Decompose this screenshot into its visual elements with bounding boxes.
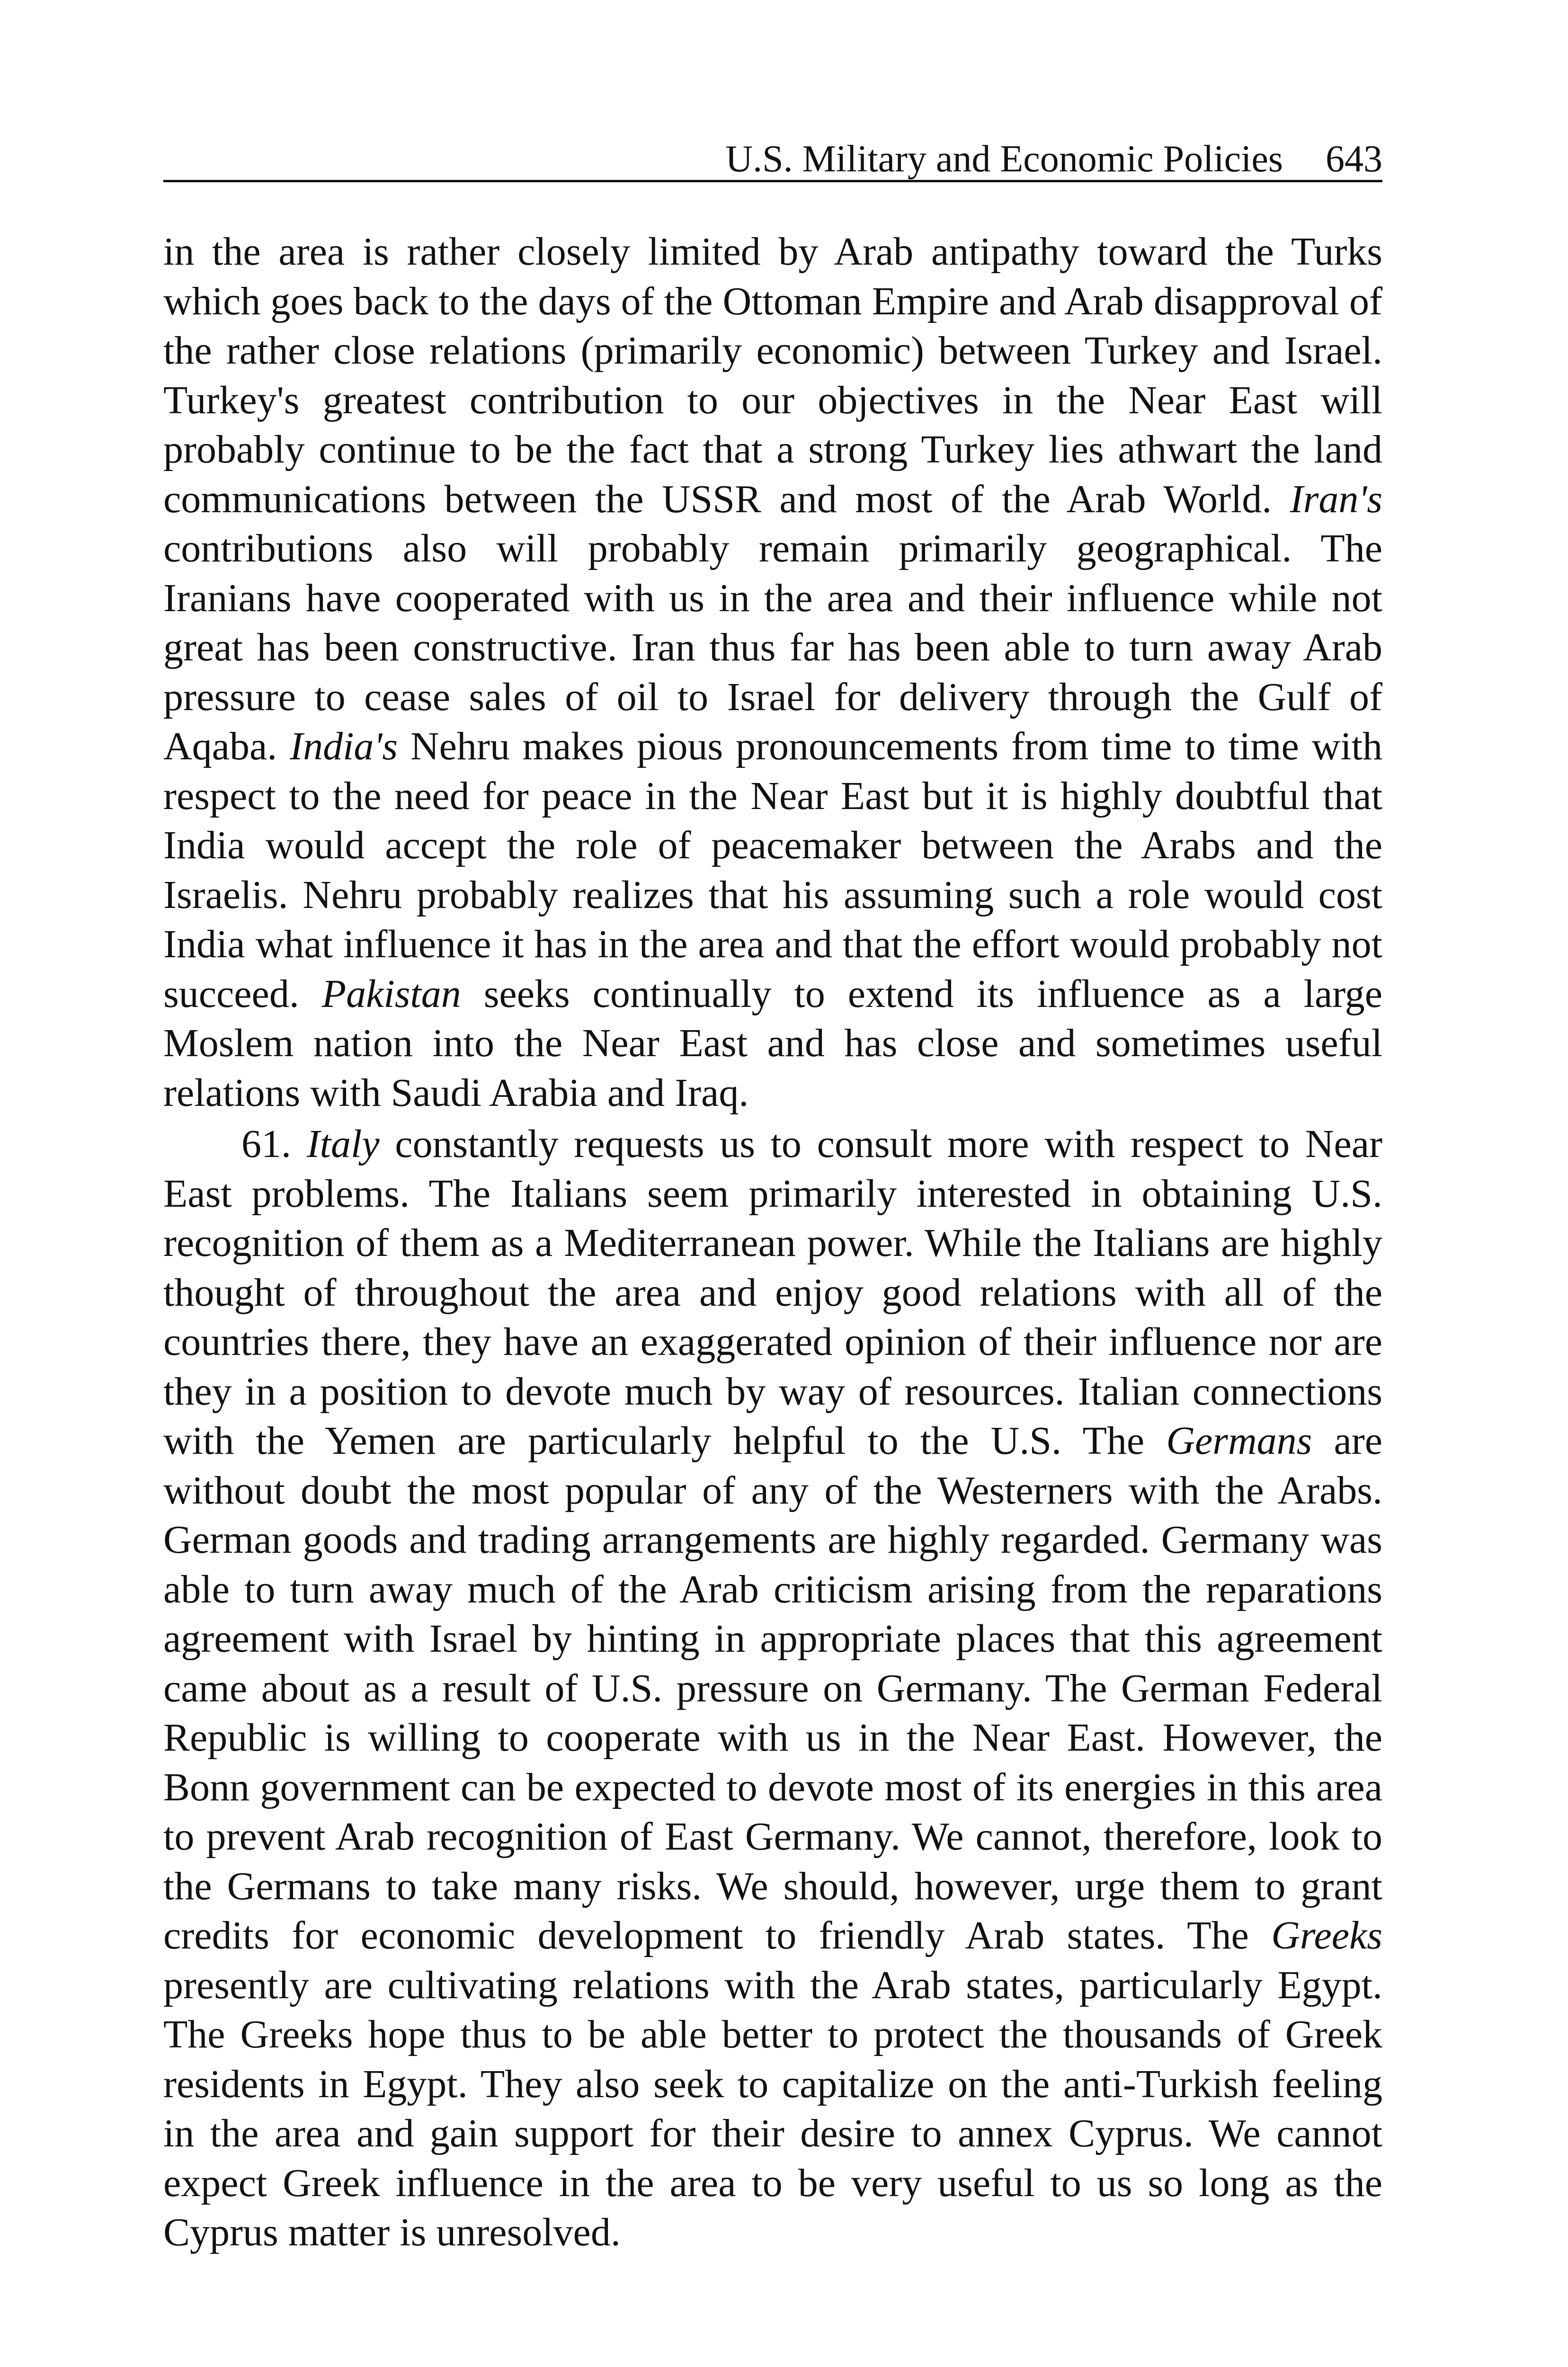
paragraph-text: in the area is rather closely limited by Arab antipathy toward the Turks which goes back to the days of the Ottoman Empire and Arab disapproval of the rather close relations (primarily economic) between Turkey and Israel. Turkey's greatest contribution to our objectives in the Near East will probably continue to be the fact that a strong Turkey lies athwart the land communications between the USSR and most of the Arab World. [163, 230, 1382, 521]
italic-term-italy: Italy [306, 1122, 380, 1166]
paragraph-continued [163, 227, 1382, 1118]
italic-term-greeks: Greeks [1271, 1913, 1382, 1958]
running-title: U.S. Military and Economic Policies [725, 138, 1283, 180]
paragraph-text: constantly requests us to consult more with respect to Near East problems. The Italians seem primarily interested in obtaining U.S. recognition of them as a Mediterranean power. While the Italians are highly thought of throughout the area and enjoy good relations with all of the countries there, they have an exaggerated opinion of their influence nor are they in a position to devote much by way of resources. Italian connections with the Yemen are particularly helpful to the U.S. The [163, 1122, 1382, 1463]
paragraph-text: seeks continually to extend its influence as a large Moslem nation into the Near East and has close and sometimes useful relations with Saudi Arabia and Iraq. [163, 971, 1382, 1115]
italic-term-india: India's [290, 724, 398, 768]
paragraph-text: presently are cultivating relations with the Arab states, particularly Egypt. The Greeks hope thus to be able better to protect the thousands of Greek residents in Egypt. They also seek to capitalize on the anti-Turkish feeling in the area and gain support for their desire to annex Cyprus. We cannot expect Greek influence in the area to be very useful to us so long as the Cyprus matter is unresolved. [163, 1963, 1382, 2254]
body-text [163, 227, 1382, 2258]
paragraph-number: 61. [241, 1122, 307, 1166]
paragraph-text: Nehru makes pious pronouncements from time to time with respect to the need for peace in the Near East but it is highly doubtful that India would accept the role of peacemaker between the Arabs and the Israelis. Nehru probably realizes that his assuming such a role would cost India what influence it has in the area and that the effort would probably not succeed. [163, 724, 1383, 1016]
page-number: 643 [1326, 138, 1382, 180]
paragraph-text: contributions also will probably remain primarily geographical. The Iranians have cooperated with us in the area and their influence while not great has been constructive. Iran thus far has been able to turn away Arab pressure to cease sales of oil to Israel for delivery through the Gulf of Aqaba. [163, 526, 1382, 768]
italic-term-iran: Iran's [1290, 477, 1382, 521]
italic-term-pakistan: Pakistan [321, 971, 461, 1016]
page-header [163, 128, 1382, 182]
italic-term-germans: Germans [1166, 1419, 1312, 1463]
paragraph-61 [163, 1120, 1382, 2258]
paragraph-text: are without doubt the most popular of any of the Westerners with the Arabs. German goods and trading arrangements are highly regarded. Germany was able to turn away much of the Arab criticism arising from the reparations agreement with Israel by hinting in appropriate places that this agreement came about as a result of U.S. pressure on Germany. The German Federal Republic is willing to cooperate with us in the Near East. However, the Bonn government can be expected to devote most of its energies in this area to prevent Arab recognition of East Germany. We cannot, therefore, look to the Germans to take many risks. We should, however, urge them to grant credits for economic development to friendly Arab states. The [163, 1419, 1382, 1958]
